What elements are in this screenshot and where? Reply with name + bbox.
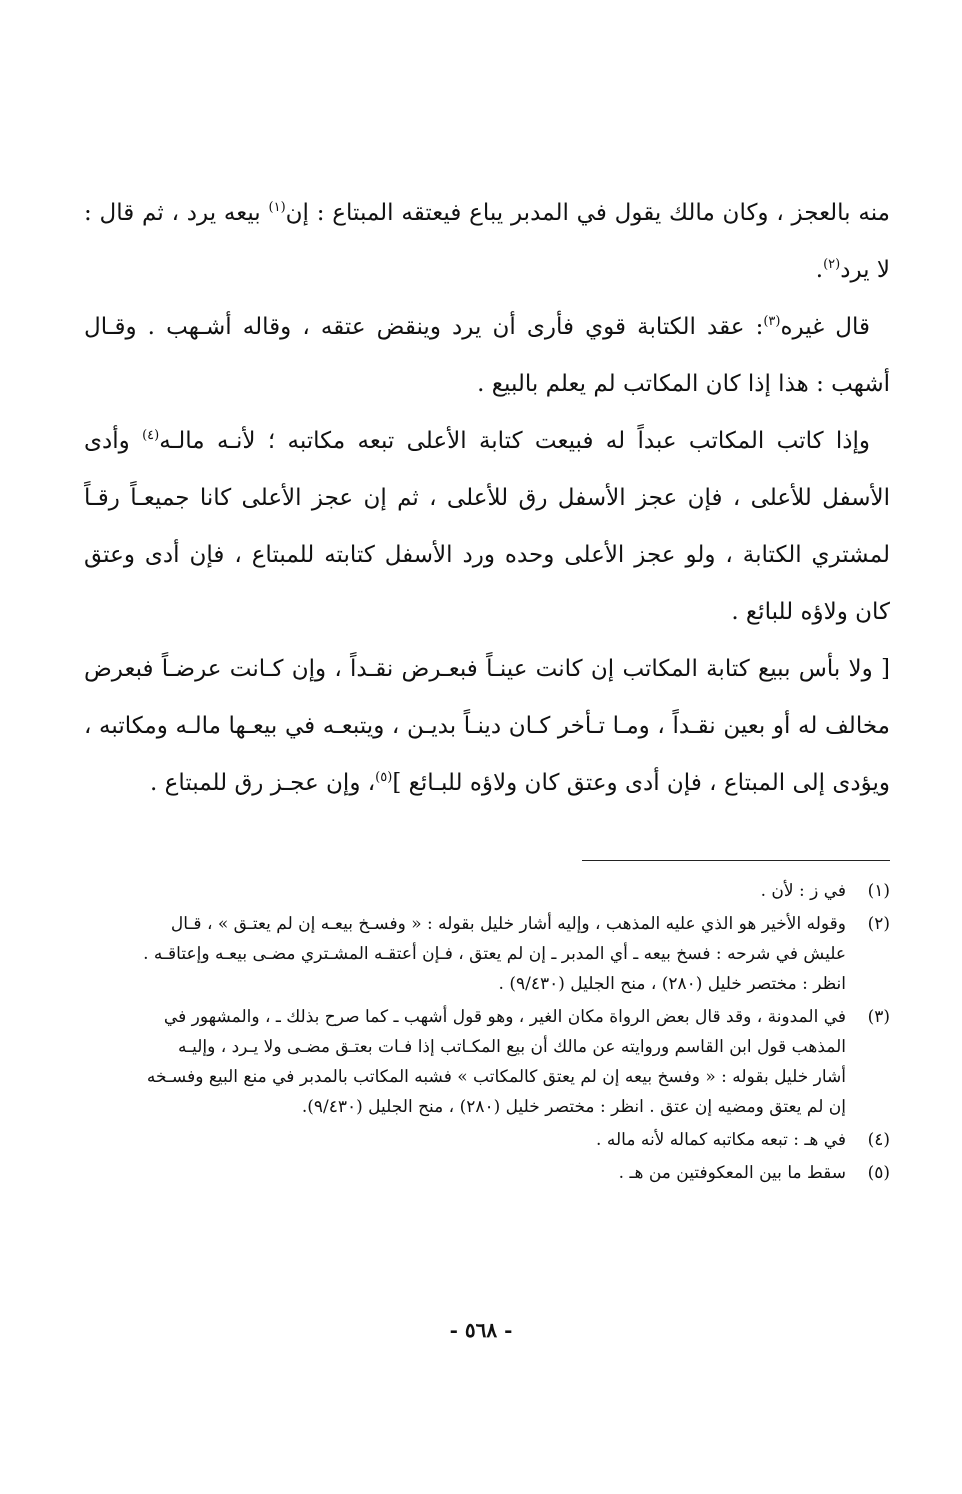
footnote-line: في هـ : تبعه مكاتبه كماله لأنه ماله .	[596, 1130, 846, 1150]
footnote-line: أشار خليل بقوله : « وفسخ بيعه إن لم يعتق كالمكاتب » فشبه المكاتب بالمدبر في منع البيع وفسـخه	[146, 1067, 846, 1087]
paragraph-1	[84, 185, 890, 299]
paragraph-4	[84, 641, 890, 812]
footnote-text	[84, 876, 846, 906]
footnote-line: وقوله الأخير هو الذي عليه المذهب ، وإليه أشار خليل بقوله : « وفسـخ بيعـه إن لم يعتـق » ، قـال	[170, 914, 846, 934]
footnote-ref-5: (٥)	[375, 770, 393, 785]
footnote-ref-1: (١)	[268, 200, 286, 215]
footnote-text	[84, 909, 846, 999]
footnote-line: انظر : مختصر خليل (٢٨٠) ، منح الجليل (٩/٤٣٠) .	[498, 974, 846, 994]
paragraph-3-text: وإذا كاتب المكاتب عبداً له فبيعت كتابة الأعلى تبعه مكاتبه ؛ لأنـه مالـه	[159, 428, 871, 454]
footnote-1	[84, 876, 890, 906]
paragraph-1-end: .	[815, 257, 824, 283]
footnote-number: (٤)	[867, 1130, 890, 1150]
footnote-4	[84, 1125, 890, 1155]
footnote-ref-3: (٣)	[763, 314, 781, 329]
paragraph-4-text-cont: ، وإن عجـز رق للمبتاع .	[150, 770, 376, 796]
paragraph-3-text-cont: وأدى الأسفل للأعلى ، فإن عجز الأسفل رق للأعلى ، ثم إن عجز الأعلى كانا جميعـاً رقـاً لمشتري الكتابة ، ولو عجز الأعلى وحده ورد الأسفل كتابته للمبتاع ، فإن أدى وعتق كان ولاؤه للبائع .	[84, 428, 890, 625]
paragraph-2-text-cont: : عقد الكتابة قوي فأرى أن يرد وينقض عتقه ، وقاله أشـهب . وقـال أشهب : هذا إذا كان المكاتب لم يعلم بالبيع .	[84, 314, 890, 397]
page-number: - ٥٦٨ -	[449, 1318, 513, 1342]
paragraph-3	[84, 413, 890, 641]
footnote-line: في المدونة ، وقد قال بعض الرواة مكان الغير ، وهو قول أشهب ـ كما صرح بذلك ـ ، والمشهور في	[163, 1007, 846, 1027]
paragraph-1-text: منه بالعجز ، وكان مالك يقول في المدبر يباع فيعتقه المبتاع : إن	[285, 200, 890, 226]
paragraph-2-text: قال غيره	[780, 314, 871, 340]
footnote-number: (٢)	[867, 914, 890, 934]
footnote-line: إن لم يعتق ومضيه إن عتق . انظر : مختصر خليل (٢٨٠) ، منح الجليل (٩/٤٣٠).	[301, 1097, 846, 1117]
footnote-text	[84, 1002, 846, 1122]
footnote-3	[84, 1002, 890, 1122]
footnote-ref-2: (٢)	[823, 257, 841, 272]
footnote-5	[84, 1158, 890, 1188]
footnote-separator	[582, 860, 890, 861]
footnote-line: سقط ما بين المعكوفتين من هـ .	[618, 1163, 846, 1183]
footnote-text	[84, 1158, 846, 1188]
main-text-body	[84, 185, 890, 812]
footnote-text	[84, 1125, 846, 1155]
footnote-line: المذهب قول ابن القاسم وروايته عن مالك أن بيع المكـاتب إذا فـات بعتـق مضـى ولا يـرد ، وإليـه	[177, 1037, 846, 1057]
footnote-2	[84, 909, 890, 999]
paragraph-2	[84, 299, 890, 413]
footnote-line: في ز : لأن .	[760, 881, 846, 901]
paragraph-4-text: [ ولا بأس ببيع كتابة المكاتب إن كانت عينـاً فبعـرض نقـداً ، وإن كـانت عرضـاً فبعرض مخالف له أو بعين نقـداً ، ومـا تـأخر كـان دينـاً بديـن ، ويتبعـه في بيعـها مالـه ومكاتبه ، ويؤدى إلى المبتاع ، فإن أدى وعتق كان ولاؤه للبـائع ]	[84, 656, 890, 796]
footnote-number: (١)	[867, 881, 890, 901]
footnote-number: (٣)	[867, 1007, 890, 1027]
footnote-line: عليش في شرحه : فسخ بيعه ـ أي المدبر ـ إن لم يعتق ، فـإن أعتقـه المشـتري مضـى بيعـه وإعتاقـه .	[143, 944, 846, 964]
paragraph-1-text-cont: بيعه يرد ، ثم قال : لا يرد	[84, 200, 890, 283]
footnote-ref-4: (٤)	[142, 428, 160, 443]
footnote-number: (٥)	[867, 1163, 890, 1183]
footnotes-section	[84, 876, 890, 1191]
